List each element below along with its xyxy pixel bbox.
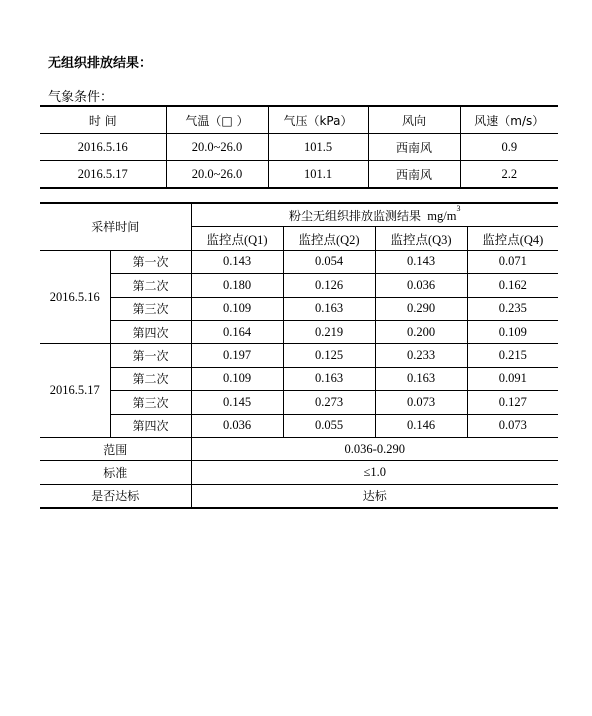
weather-temperature: 20.0~26.0 — [166, 161, 268, 189]
table-row — [40, 297, 558, 320]
value-q3: 0.200 — [375, 320, 467, 343]
value-q4: 0.127 — [467, 391, 558, 414]
value-q4: 0.091 — [467, 367, 558, 390]
value-q3: 0.146 — [375, 414, 467, 437]
weather-wind-speed: 2.2 — [460, 161, 558, 189]
group-date: 2016.5.17 — [40, 344, 110, 438]
header-dust-result — [191, 203, 558, 227]
weather-pressure: 101.5 — [268, 134, 368, 161]
weather-temperature: 20.0~26.0 — [166, 134, 268, 161]
header-point-q3: 监控点(Q3) — [375, 227, 467, 250]
value-q1: 0.143 — [191, 250, 283, 273]
value-q4: 0.071 — [467, 250, 558, 273]
table-row — [40, 391, 558, 414]
value-q2: 0.163 — [283, 297, 375, 320]
table-row — [40, 367, 558, 390]
table-row — [40, 320, 558, 343]
value-q4: 0.073 — [467, 414, 558, 437]
header-pressure: 气压（kPa） — [268, 106, 368, 134]
header-point-q4: 监控点(Q4) — [467, 227, 558, 250]
round-label: 第二次 — [110, 367, 191, 390]
header-dust-result-label: 粉尘无组织排放监测结果 — [289, 208, 422, 223]
round-label: 第四次 — [110, 414, 191, 437]
results-header-row — [40, 203, 558, 227]
value-q1: 0.197 — [191, 344, 283, 367]
weather-wind-speed: 0.9 — [460, 134, 558, 161]
dust-results-table — [40, 202, 558, 509]
table-row — [40, 344, 558, 367]
value-q2: 0.163 — [283, 367, 375, 390]
round-label: 第四次 — [110, 320, 191, 343]
value-q4: 0.215 — [467, 344, 558, 367]
header-time: 时 间 — [88, 113, 117, 128]
value-q1: 0.145 — [191, 391, 283, 414]
weather-wind-direction: 西南风 — [368, 161, 460, 189]
value-q3: 0.036 — [375, 274, 467, 297]
value-q2: 0.273 — [283, 391, 375, 414]
value-q2: 0.054 — [283, 250, 375, 273]
header-sampling-time: 采样时间 — [91, 220, 140, 235]
value-q4: 0.109 — [467, 320, 558, 343]
header-unit-exponent: 3 — [456, 203, 461, 213]
summary-label-standard: 标准 — [40, 461, 191, 484]
weather-date: 2016.5.17 — [40, 161, 166, 189]
value-q4: 0.162 — [467, 274, 558, 297]
summary-row-standard — [40, 461, 558, 484]
value-q3: 0.290 — [375, 297, 467, 320]
header-unit: mg/m — [427, 208, 457, 223]
weather-row — [40, 161, 558, 189]
value-q1: 0.109 — [191, 367, 283, 390]
summary-value-standard: ≤1.0 — [191, 461, 558, 484]
summary-value-range: 0.036-0.290 — [191, 437, 558, 460]
section-title: 无组织排放结果： — [48, 56, 153, 71]
table-row — [40, 414, 558, 437]
value-q2: 0.055 — [283, 414, 375, 437]
weather-wind-direction: 西南风 — [368, 134, 460, 161]
value-q3: 0.143 — [375, 250, 467, 273]
value-q4: 0.235 — [467, 297, 558, 320]
value-q2: 0.126 — [283, 274, 375, 297]
weather-date: 2016.5.16 — [40, 134, 166, 161]
header-point-q2: 监控点(Q2) — [283, 227, 375, 250]
value-q2: 0.125 — [283, 344, 375, 367]
value-q1: 0.180 — [191, 274, 283, 297]
round-label: 第一次 — [110, 344, 191, 367]
round-label: 第三次 — [110, 391, 191, 414]
value-q1: 0.164 — [191, 320, 283, 343]
weather-label: 气象条件： — [48, 90, 114, 105]
group-date: 2016.5.16 — [40, 250, 110, 344]
header-temperature: 气温（□ ） — [166, 106, 268, 134]
value-q1: 0.109 — [191, 297, 283, 320]
value-q3: 0.233 — [375, 344, 467, 367]
round-label: 第二次 — [110, 274, 191, 297]
summary-row-compliance — [40, 484, 558, 508]
table-row — [40, 274, 558, 297]
round-label: 第三次 — [110, 297, 191, 320]
table-row — [40, 250, 558, 273]
weather-table — [40, 105, 558, 189]
header-point-q1: 监控点(Q1) — [191, 227, 283, 250]
summary-label-range: 范围 — [40, 437, 191, 460]
summary-row-range — [40, 437, 558, 460]
weather-row — [40, 134, 558, 161]
round-label: 第一次 — [110, 250, 191, 273]
header-wind-speed: 风速（m/s） — [460, 106, 558, 134]
value-q2: 0.219 — [283, 320, 375, 343]
value-q3: 0.163 — [375, 367, 467, 390]
header-wind-direction: 风向 — [368, 106, 460, 134]
summary-label-compliance: 是否达标 — [40, 484, 191, 508]
value-q3: 0.073 — [375, 391, 467, 414]
summary-value-compliance: 达标 — [191, 484, 558, 508]
weather-header-row — [40, 106, 558, 134]
value-q1: 0.036 — [191, 414, 283, 437]
weather-pressure: 101.1 — [268, 161, 368, 189]
